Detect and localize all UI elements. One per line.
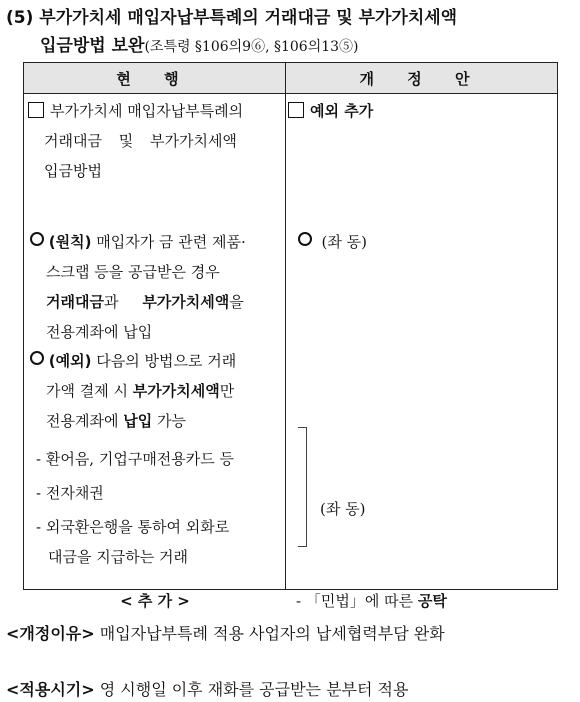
comparison-table bbox=[23, 62, 558, 610]
reason-line bbox=[6, 621, 576, 644]
current-topic: 부가가치세 매입자납부특례의 거래대금 및 부가가치세액 입금방법 bbox=[28, 96, 283, 186]
reason-text: 매입자납부특례 적용 사업자의 납세협력부담 완화 bbox=[99, 624, 445, 643]
reason-label: <개정이유> bbox=[6, 624, 95, 643]
section-heading bbox=[6, 4, 576, 61]
circle-bullet-icon bbox=[298, 232, 312, 246]
revised-new-item: - 「민법」에 따른 공탁 bbox=[296, 592, 447, 610]
exception-block: (예외) 다음의 방법으로 거래 가액 결제 시 부가가치세액만 전용계좌에 납입 가능 bbox=[30, 346, 282, 436]
checkbox-square-icon bbox=[288, 102, 304, 118]
header-current: 현 행 bbox=[24, 63, 286, 94]
list-item: - 환어음, 기업구매전용카드 등 bbox=[36, 450, 235, 468]
apply-line bbox=[6, 677, 576, 700]
legal-reference: (조특령 §106의9⑥, §106의13⑤) bbox=[144, 39, 359, 55]
exception-items bbox=[36, 442, 284, 570]
checkbox-square-icon bbox=[28, 102, 44, 118]
list-item: - 전자채권 bbox=[36, 484, 104, 502]
add-row-label: < 추 가 > bbox=[120, 592, 190, 610]
revised-same-items: (좌 동) bbox=[320, 500, 366, 518]
apply-text: 영 시행일 이후 재화를 공급받는 분부터 적용 bbox=[99, 680, 409, 699]
circle-bullet-icon bbox=[30, 232, 44, 246]
circle-bullet-icon bbox=[30, 351, 44, 365]
list-item: 대금을 지급하는 거래 bbox=[48, 548, 188, 566]
header-revised: 개 정 안 bbox=[286, 63, 558, 94]
revised-same-principle: (좌 동) bbox=[298, 227, 367, 257]
current-column bbox=[24, 94, 286, 610]
section-title-line1: 부가가치세 매입자납부특례의 거래대금 및 부가가치세액 bbox=[39, 8, 458, 28]
principle-block: (원칙) 매입자가 금 관련 제품· 스크랩 등을 공급받은 경우 거래대금과 부가가치세액을 전용계좌에 납입 bbox=[30, 227, 282, 347]
revised-exception-add: 예외 추가 bbox=[288, 96, 373, 126]
section-title-line2: 입금방법 보완 bbox=[40, 36, 145, 56]
section-number: (5) bbox=[6, 8, 34, 28]
revised-column bbox=[286, 94, 558, 610]
bracket-icon bbox=[298, 427, 307, 547]
apply-label: <적용시기> bbox=[6, 680, 95, 699]
list-item: - 외국환은행을 통하여 외화로 bbox=[36, 518, 230, 536]
